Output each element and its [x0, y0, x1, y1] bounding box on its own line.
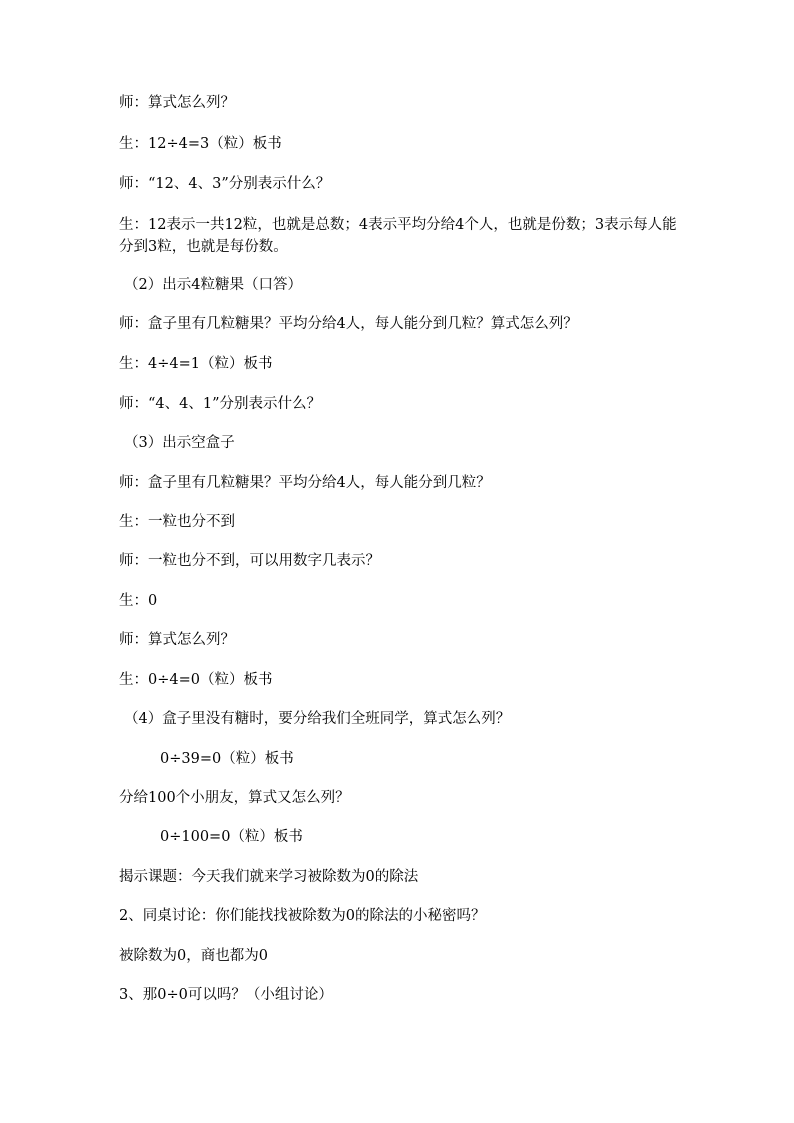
- paragraph-line: 生：4÷4=1（粒）板书: [119, 356, 273, 372]
- paragraph-line: （2）出示4粒糖果（口答）: [124, 277, 302, 293]
- paragraph-line: 0÷39=0（粒）板书: [160, 751, 294, 767]
- paragraph-line: （3）出示空盒子: [124, 435, 235, 451]
- paragraph-line: 生：12÷4=3（粒）板书: [119, 136, 282, 152]
- paragraph-line: 师：盒子里有几粒糖果？平均分给4人，每人能分到几粒？: [119, 475, 491, 491]
- paragraph-line: 生：0÷4=0（粒）板书: [119, 672, 273, 688]
- paragraph-line: 0÷100=0（粒）板书: [160, 829, 303, 845]
- paragraph-line: 生：12表示一共12粒，也就是总数；4表示平均分给4个人，也就是份数；3表示每人能分到3粒，也就是每份数。: [119, 217, 677, 255]
- paragraph-line: 师：“4、4、1”分别表示什么？: [119, 396, 322, 412]
- paragraph-line: 师：“12、4、3”分别表示什么？: [119, 176, 331, 192]
- paragraph-line: 揭示课题：今天我们就来学习被除数为0的除法: [119, 869, 419, 885]
- paragraph-line: （4）盒子里没有糖时，要分给我们全班同学，算式怎么列？: [124, 711, 511, 727]
- paragraph-line: 师：盒子里有几粒糖果？平均分给4人，每人能分到几粒？算式怎么列？: [119, 316, 578, 332]
- paragraph-line: 3、那0÷0可以吗？（小组讨论）: [119, 987, 333, 1003]
- paragraph-line: 生：0: [119, 593, 158, 609]
- paragraph-line: 师：算式怎么列？: [119, 632, 235, 648]
- paragraph-line: 被除数为0，商也都为0: [119, 948, 268, 964]
- paragraph-line: 师：算式怎么列？: [119, 95, 235, 111]
- paragraph-line: 生：一粒也分不到: [119, 514, 235, 530]
- paragraph-line: 2、同桌讨论：你们能找找被除数为0的除法的小秘密吗？: [119, 908, 486, 924]
- paragraph-line: 分给100个小朋友，算式又怎么列？: [119, 790, 350, 806]
- paragraph-line: 师：一粒也分不到，可以用数字几表示？: [119, 553, 380, 569]
